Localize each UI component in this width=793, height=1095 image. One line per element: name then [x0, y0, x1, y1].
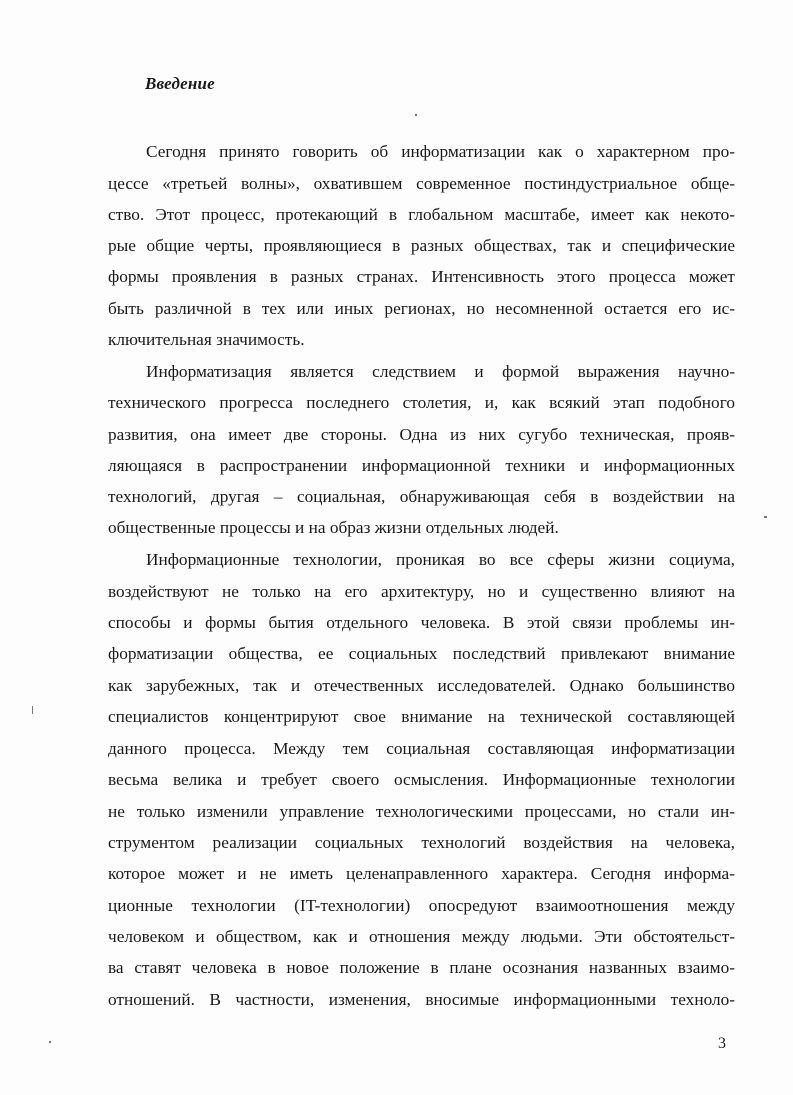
text-line: цессе «третьей волны», охватившем современное постиндустриальное обще-	[108, 174, 735, 193]
text-line: специалистов концентрируют свое внимание на технической составляющей	[108, 707, 735, 726]
text-line: ва ставят человека в новое положение в плане осознания названных взаимо-	[108, 958, 735, 977]
text-line: ционные технологии (IT-технологии) опосредуют взаимоотношения между	[108, 896, 735, 915]
text-line: быть различной в тех или иных регионах, но несомненной остается его ис-	[108, 299, 735, 318]
section-heading: Введение	[145, 74, 215, 93]
text-line: не только изменили управление технологическими процессами, но стали ин-	[108, 802, 735, 821]
text-line: данного процесса. Между тем социальная составляющая информатизации	[108, 739, 735, 758]
text-line: как зарубежных, так и отечественных исследователей. Однако большинство	[108, 676, 735, 695]
text-line: способы и формы бытия отдельного человека. В этой связи проблемы ин-	[108, 613, 735, 632]
text-line: которое может и не иметь целенаправленного характера. Сегодня информа-	[108, 864, 735, 883]
text-line: человеком и обществом, как и отношения между людьми. Эти обстоятельст-	[108, 927, 735, 946]
text-line: весьма велика и требует своего осмысления. Информационные технологии	[108, 770, 735, 789]
text-line: технологий, другая – социальная, обнаруживающая себя в воздействии на	[108, 487, 735, 506]
text-line: общественные процессы и на образ жизни отдельных людей.	[108, 518, 559, 537]
text-line: технического прогресса последнего столетия, и, как всякий этап подобного	[108, 393, 735, 412]
text-line: ляющаяся в распространении информационной техники и информационных	[108, 456, 735, 475]
scan-speck	[32, 706, 33, 714]
text-line: Информатизация является следствием и формой выражения научно-	[146, 362, 735, 381]
text-line: отношений. В частности, изменения, вносимые информационными техноло-	[108, 990, 735, 1009]
text-line: развития, она имеет две стороны. Одна из них сугубо техническая, прояв-	[108, 425, 735, 444]
scan-speck	[415, 114, 417, 116]
text-line: Информационные технологии, проникая во все сферы жизни социума,	[146, 550, 735, 569]
text-line: формы проявления в разных странах. Интенсивность этого процесса может	[108, 267, 735, 286]
scan-speck	[49, 1041, 51, 1043]
text-line: ключительная значимость.	[108, 330, 305, 349]
scan-speck	[764, 516, 767, 518]
text-line: воздействуют не только на его архитектуру, но и существенно влияют на	[108, 582, 735, 601]
page-number: 3	[718, 1035, 726, 1052]
text-line: Сегодня принято говорить об информатизации как о характерном про-	[146, 142, 735, 161]
text-line: струментом реализации социальных технологий воздействия на человека,	[108, 833, 735, 852]
text-line: рые общие черты, проявляющиеся в разных обществах, так и специфические	[108, 236, 735, 255]
text-line: форматизации общества, ее социальных последствий привлекают внимание	[108, 644, 735, 663]
text-line: ство. Этот процесс, протекающий в глобальном масштабе, имеет как некото-	[108, 205, 735, 224]
